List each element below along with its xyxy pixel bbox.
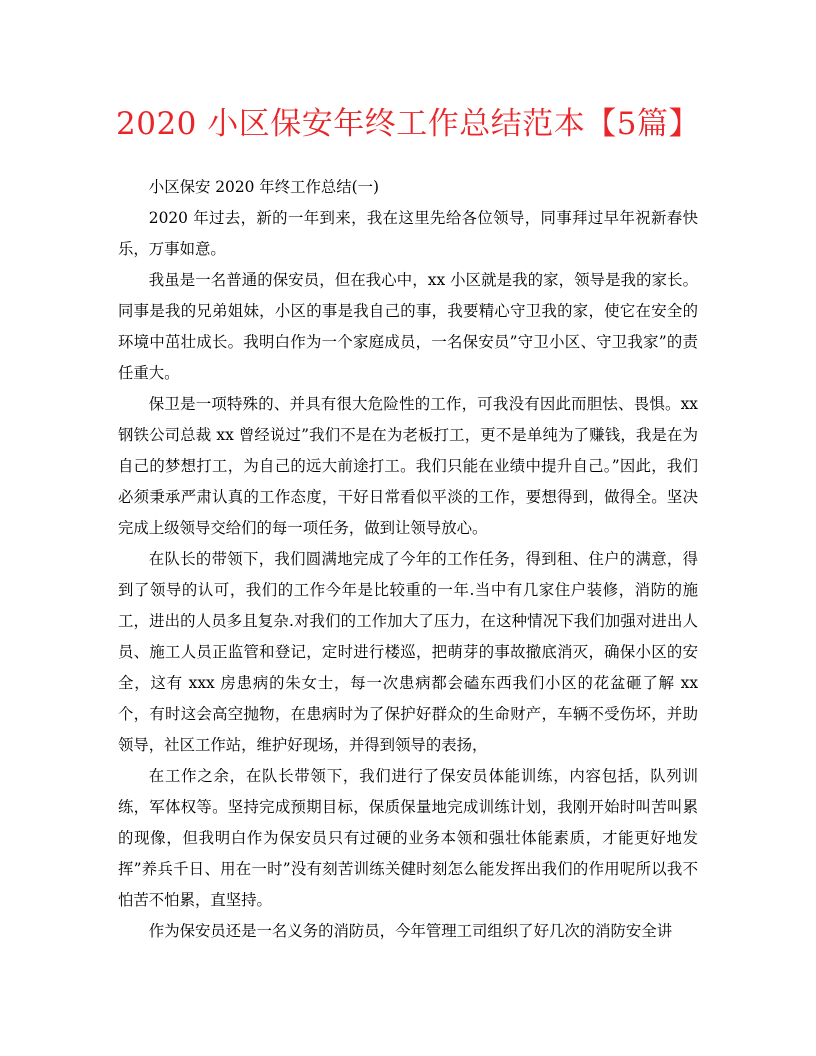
section-heading: 小区保安 2020 年终工作总结(一) [148, 178, 380, 196]
document-title: 2020 小区保安年终工作总结范本【5篇】 [116, 106, 700, 142]
document-body [118, 172, 698, 947]
paragraph-3: 保卫是一项特殊的、并具有很大危险性的工作，可我没有因此而胆怯、畏惧。xx 钢铁公司总裁 xx 曾经说过”我们不是在为老板打工，更不是单纯为了赚钱，我是在为自己的梦想打工，为自己的远大前途打工。我们只能在业绩中提升自己。”因此，我们必须秉承严肃认真的工作态度，干好日常看似平淡的工作，要想得到，做得全。坚决完成上级领导交给们的每一项任务，做到让领导放心。 [118, 395, 698, 537]
paragraph-5: 在工作之余，在队长带领下，我们进行了保安员体能训练，内容包括，队列训练，军体权等。坚持完成预期目标，保质保量地完成训练计划，我刚开始时叫苦叫累的现像，但我明白作为保安员只有过硬的业务本领和强壮体能素质，才能更好地发挥”养兵千日、用在一时”没有刻苦训练关健时刻怎么能发挥出我们的作用呢所以我不怕苦不怕累，直坚持。 [118, 767, 698, 909]
paragraph-4: 在队长的带领下，我们圆满地完成了今年的工作任务，得到租、住户的满意，得到了领导的认可，我们的工作今年是比较重的一年.当中有几家住户装修，消防的施工，进出的人员多且复杂.对我们的工作加大了压力，在这种情况下我们加强对进出人员、施工人员正监管和登记，定时进行楼巡，把萌芽的事故撤底消灭，确保小区的安全，这有 xxx 房患病的朱女士，每一次患病都会磕东西我们小区的花盆砸了解 xx 个，有时这会高空抛物，在患病时为了保护好群众的生命财产，车辆不受伤坏，并助领导，社区工作站，维护好现场，并得到领导的表扬， [118, 550, 698, 754]
paragraph-1: 2020 年过去，新的一年到来，我在这里先给各位领导，同事拜过早年祝新春快乐，万事如意。 [118, 209, 698, 258]
paragraph-6: 作为保安员还是一名义务的消防员，今年管理工司组织了好几次的消防安全讲 [148, 922, 673, 940]
paragraph-2: 我虽是一名普通的保安员，但在我心中，xx 小区就是我的家，领导是我的家长。同事是我的兄弟姐妹，小区的事是我自己的事，我要精心守卫我的家，使它在安全的环境中茁壮成长。我明白作为一个家庭成员，一名保安员”守卫小区、守卫我家”的责任重大。 [118, 271, 698, 382]
